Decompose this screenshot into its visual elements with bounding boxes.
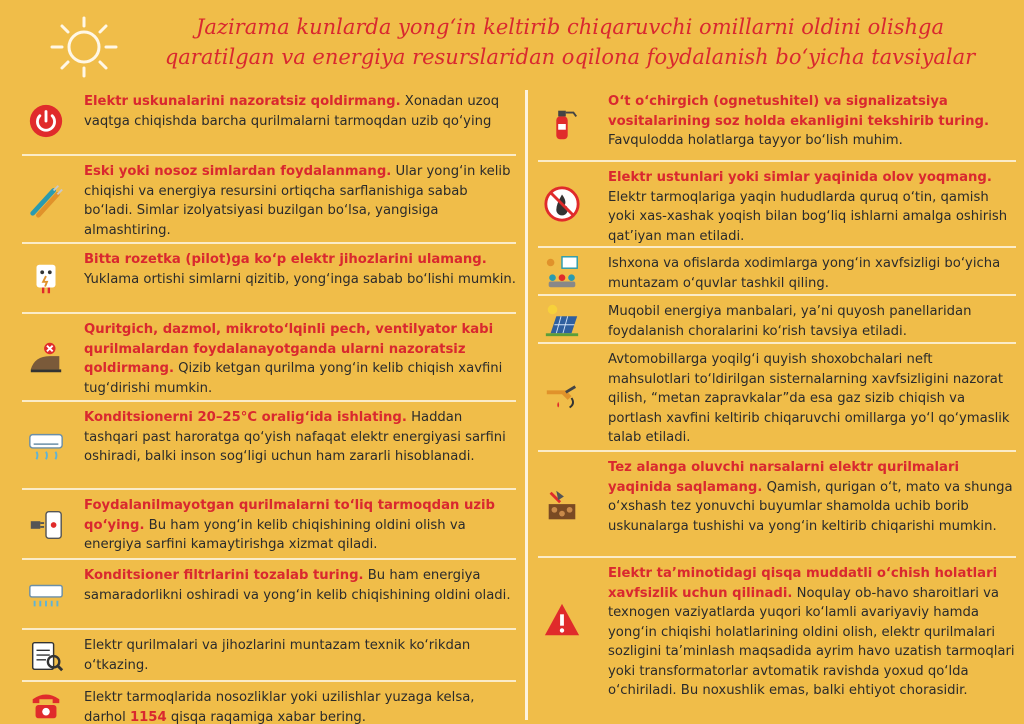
tip-text: Qizib ketgan qurilma yong‘in kelib chiqish xavfini tug‘dirishi mumkin. <box>84 361 503 396</box>
sun-icon <box>44 14 124 80</box>
tip-text: Noqulay ob-havo sharoitlari va texnogen vaziyatlarda yuqori ko‘lamli avariyaviy hamda yong‘in chiqishi holatlarining oldini olish, elektr qurilmalari sozligini ta’minlash maqsadida ayrim havo uzatish tarmoqlari yoki transformatorlar avtomatik ravishda yoxud qo‘lda o‘chiriladi. Bu noxushlik emas, balki ehtiyot chorasidir. <box>608 585 1015 698</box>
wires-icon <box>26 180 66 220</box>
title-line-1: Jazirama kunlarda yong‘in keltirib chiqaruvchi omillarni oldini olishga <box>195 15 945 39</box>
tip-heading: Elektr ta’minotidagi qisqa muddatli o‘chish holatlari xavfsizlik uchun qilinadi. <box>608 566 998 601</box>
fuel-nozzle-icon <box>542 378 582 418</box>
unplug-icon <box>26 505 66 545</box>
tip-item <box>538 162 1016 248</box>
tip-item <box>22 314 516 402</box>
telephone-icon <box>26 685 66 724</box>
tip-item <box>538 344 1016 452</box>
tip-text: Ishxona va ofislarda xodimlarga yong‘in xavfsizligi bo‘yicha muntazam o‘quvlar tashkil qiling. <box>608 256 1001 291</box>
tip-item <box>22 244 516 314</box>
tip-text: Ular yong‘in kelib chiqishi va energiya resursini ortiqcha sarflanishiga sabab bo‘ladi. Simlar izolyatsiyasi buzilgan bo‘lsa, yangisiga almashtiring. <box>84 164 511 238</box>
tip-item <box>22 682 516 724</box>
tip-heading: Bitta rozetka (pilot)ga ko‘p elektr jihozlarini ulamang. <box>84 252 487 267</box>
firewood-icon <box>542 486 582 526</box>
inspection-icon <box>26 636 66 676</box>
tip-text: Qamish, qurigan o‘t, mato va shunga o‘xshash tez yonuvchi buyumlar shamolda uchib borib uskunalarga tushishi va yong‘in keltirib chiqarishi mumkin. <box>608 479 1013 534</box>
tip-text: Bu ham yong‘in kelib chiqishining oldini olish va energiya sarfini kamaytirishga xizmat qiladi. <box>84 517 466 552</box>
page-title <box>130 12 1010 72</box>
warning-icon <box>542 600 582 640</box>
tip-item <box>538 296 1016 344</box>
tip-text: qisqa raqamiga xabar bering. <box>166 709 366 724</box>
no-fire-icon <box>542 184 582 224</box>
tip-heading: Quritgich, dazmol, mikroto‘lqinli pech, ventilyator kabi qurilmalardan foydalanayotganda ularni nazoratsiz qoldirmang. <box>84 322 494 376</box>
tip-heading: Elektr ustunlari yoki simlar yaqinida olov yoqmang. <box>608 170 992 185</box>
power-button-icon <box>26 101 66 141</box>
iron-icon <box>26 338 66 378</box>
tip-heading: Eski yoki nosoz simlardan foydalanmang. <box>84 164 392 179</box>
tip-text: Elektr tarmoqlarida nosozliklar yoki uzilishlar yuzaga kelsa, darhol <box>84 690 475 724</box>
tip-text: Muqobil energiya manbalari, ya’ni quyosh panellaridan foydalanish choralarini ko‘rish tavsiya etiladi. <box>608 304 972 339</box>
tip-heading: Konditsioner filtrlarini tozalab turing. <box>84 568 364 583</box>
tip-heading: O‘t o‘chirgich (ognetushitel) va signalizatsiya vositalarining soz holda ekanligini tekshirib turing. <box>608 94 989 129</box>
solar-panel-icon <box>542 300 582 340</box>
tip-item <box>22 560 516 630</box>
short-number: 1154 <box>129 709 167 724</box>
air-conditioner-icon <box>26 426 66 466</box>
tip-item <box>538 452 1016 558</box>
tip-item <box>538 86 1016 162</box>
tip-item <box>22 156 516 244</box>
tip-item <box>22 402 516 490</box>
tip-heading: Konditsionerni 20–25°C oralig‘ida ishlating. <box>84 410 407 425</box>
tip-item <box>22 86 516 156</box>
fire-extinguisher-icon <box>542 104 582 144</box>
tip-text: Yuklama ortishi simlarni qizitib, yong‘inga sabab bo‘lishi mumkin. <box>84 271 516 287</box>
tip-text: Xonadan uzoq vaqtga chiqishda barcha qurilmalarni tarmoqdan uzib qo‘ying <box>84 94 500 129</box>
tip-item <box>538 558 1016 724</box>
tip-item <box>22 630 516 682</box>
power-strip-icon <box>26 258 66 298</box>
tip-text: Favqulodda holatlarga tayyor bo‘lish muhim. <box>608 133 903 148</box>
tip-text: Avtomobillarga yoqilg‘i quyish shoxobchalari neft mahsulotlari to‘ldirilgan sisternalarning xavfsizligini nazorat qilish, “metan zapravkalar”da esa gaz sizib chiqish va portlash xavfini keltirib chiqaruvchi omillarga yo‘l qo‘ymaslik talab etiladi. <box>608 352 1010 445</box>
tip-text: Elektr tarmoqlariga yaqin hududlarda quruq o‘tin, qamish yoki xas-xashak yoqish bilan bog‘liq ishlarni amalga oshirish qat’iyan man etiladi. <box>608 189 1008 244</box>
tip-heading: Foydalanilmayotgan qurilmalarni to‘liq tarmoqdan uzib qo‘ying. <box>84 498 496 533</box>
training-icon <box>542 252 582 292</box>
title-line-2: qaratilgan va energiya resurslaridan oqilona foydalanish bo‘yicha tavsiyalar <box>164 45 976 69</box>
tip-heading: Tez alanga oluvchi narsalarni elektr qurilmalari yaqinida saqlamang. <box>608 460 959 495</box>
tip-heading: Elektr uskunalarini nazoratsiz qoldirmang. <box>84 94 401 109</box>
tip-text: Haddan tashqari past haroratga qo‘yish nafaqat elektr energiyasi sarfini oshiradi, balki inson sog‘ligi uchun ham zararli hisoblanadi. <box>84 410 506 464</box>
tip-item <box>22 490 516 560</box>
column-divider <box>525 90 528 720</box>
ac-filter-icon <box>26 575 66 615</box>
tip-text: Elektr qurilmalari va jihozlarini muntazam texnik ko‘rikdan o‘tkazing. <box>84 638 471 673</box>
tip-text: Bu ham energiya samaradorlikni oshiradi va yong‘in kelib chiqishining oldini oladi. <box>84 568 511 603</box>
tip-item <box>538 248 1016 296</box>
